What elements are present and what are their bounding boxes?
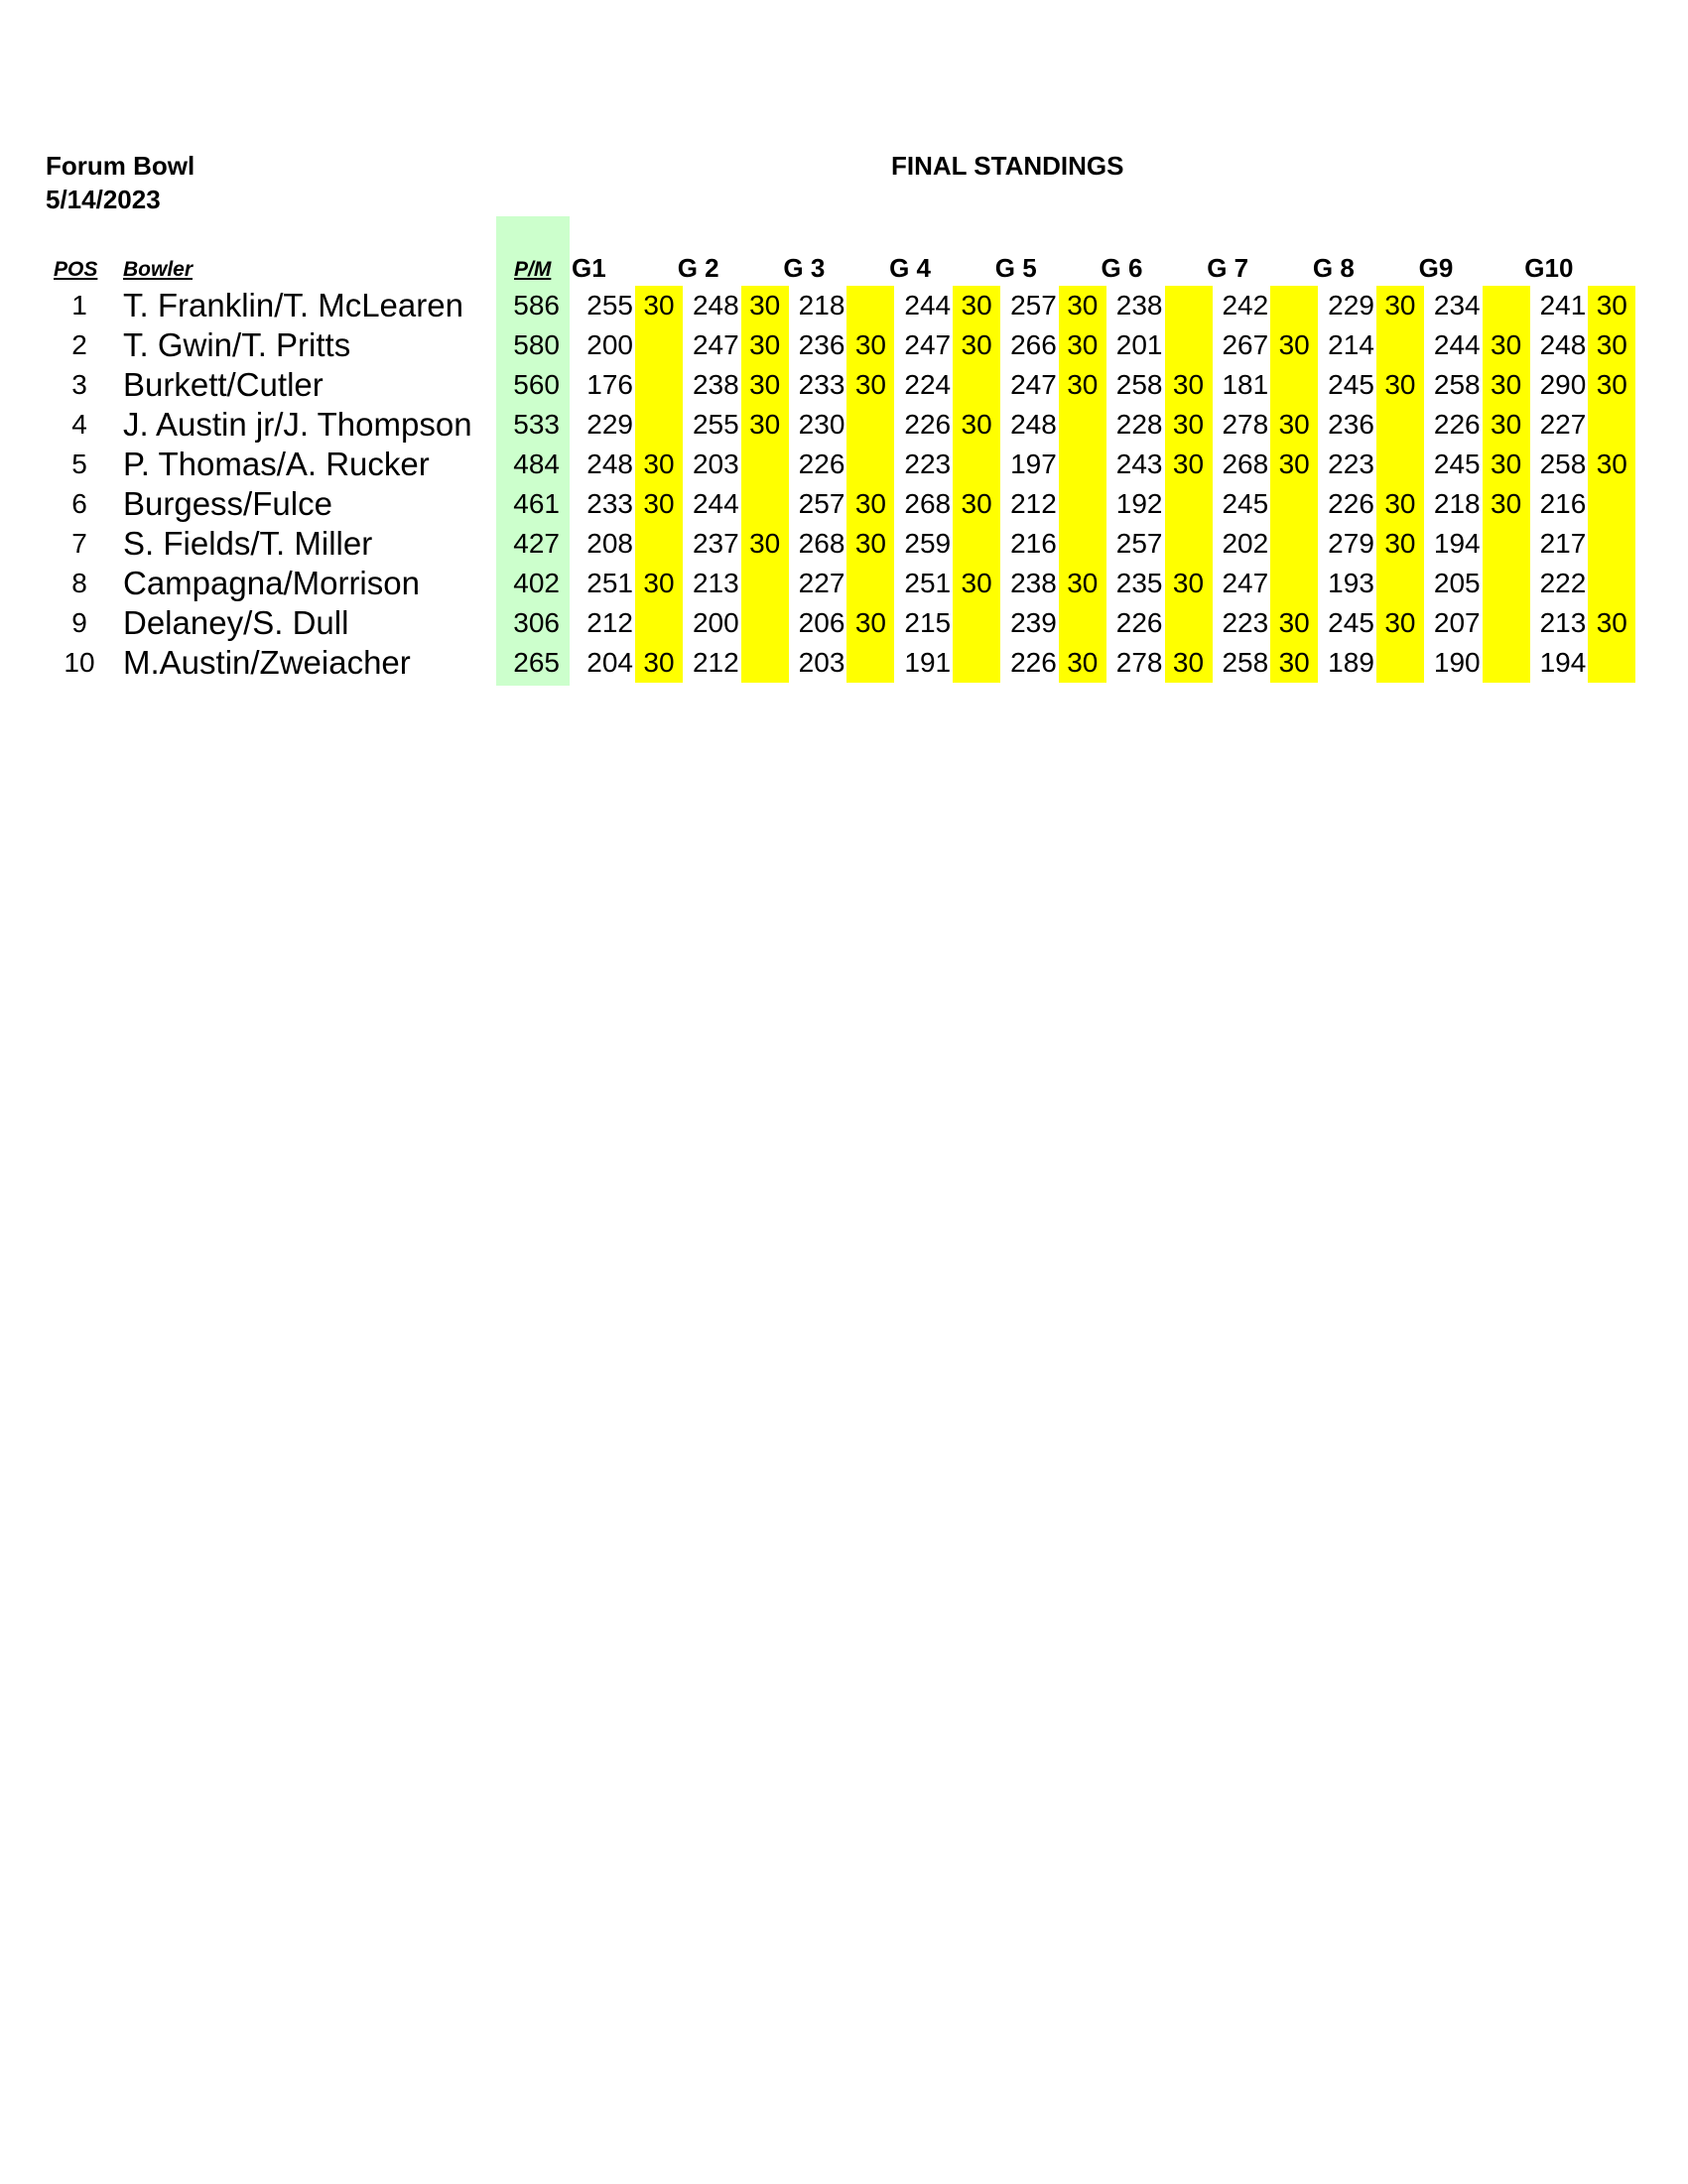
position-cell: 5 [71, 449, 87, 479]
venue-name: Forum Bowl [46, 151, 195, 181]
bonus-cell: 30 [846, 603, 894, 643]
game-score-cell: 194 [1433, 528, 1481, 559]
game-score-cell: 226 [1115, 607, 1163, 638]
bonus-cell: 30 [1483, 405, 1530, 445]
bonus-cell [1588, 643, 1635, 683]
game-score-cell: 223 [1328, 449, 1374, 479]
bonus-cell: 30 [953, 286, 1000, 325]
game-score-cell: 200 [586, 329, 633, 360]
bowler-name-cell: T. Franklin/T. McLearen [123, 287, 463, 323]
position-cell: 4 [71, 409, 87, 440]
game-score-cell: 213 [1539, 607, 1587, 638]
game-score-cell: 251 [904, 568, 952, 598]
bonus-cell: 30 [846, 325, 894, 365]
game-score-cell: 267 [1222, 329, 1269, 360]
bowler-name-cell: Burkett/Cutler [123, 366, 324, 403]
bonus-cell: 30 [1483, 365, 1530, 405]
position-cell: 8 [71, 568, 87, 598]
game-score-cell: 202 [1222, 528, 1269, 559]
bonus-cell: 30 [1270, 643, 1318, 683]
game-score-cell: 193 [1328, 568, 1374, 598]
game-score-cell: 223 [1222, 607, 1269, 638]
table-row [0, 405, 1688, 445]
pm-cell: 580 [513, 329, 560, 360]
bonus-cell: 30 [635, 564, 683, 603]
table-row [0, 286, 1688, 325]
bonus-cell [1588, 564, 1635, 603]
bonus-cell: 30 [1588, 603, 1635, 643]
game-score-cell: 290 [1539, 369, 1587, 400]
bonus-cell: 30 [1270, 445, 1318, 484]
page-title: FINAL STANDINGS [891, 151, 1124, 181]
game-score-cell: 203 [798, 647, 845, 678]
bowler-name-cell: S. Fields/T. Miller [123, 525, 373, 562]
bonus-cell: 30 [1483, 484, 1530, 524]
bonus-cell: 30 [953, 325, 1000, 365]
game-score-cell: 216 [1010, 528, 1057, 559]
pm-cell: 427 [513, 528, 560, 559]
table-row [0, 325, 1688, 365]
game-score-cell: 216 [1539, 488, 1587, 519]
bonus-cell: 30 [635, 643, 683, 683]
game-score-cell: 245 [1222, 488, 1269, 519]
game-score-cell: 243 [1115, 449, 1163, 479]
game-score-cell: 189 [1328, 647, 1374, 678]
game-header-4: G 4 [889, 253, 932, 283]
game-score-cell: 244 [1433, 329, 1481, 360]
bonus-cell: 30 [1059, 325, 1106, 365]
position-cell: 10 [64, 647, 95, 678]
bonus-cell: 30 [1376, 484, 1424, 524]
bonus-cell: 30 [1588, 445, 1635, 484]
game-score-cell: 278 [1115, 647, 1163, 678]
game-header-8: G 8 [1312, 253, 1355, 283]
pm-cell: 533 [513, 409, 560, 440]
bonus-cell: 30 [1270, 603, 1318, 643]
game-score-cell: 235 [1115, 568, 1163, 598]
bonus-cell: 30 [1165, 564, 1213, 603]
game-score-cell: 228 [1115, 409, 1163, 440]
table-row [0, 524, 1688, 564]
game-score-cell: 204 [586, 647, 633, 678]
game-score-cell: 278 [1222, 409, 1269, 440]
game-score-cell: 248 [1010, 409, 1057, 440]
bonus-cell: 30 [741, 405, 789, 445]
game-score-cell: 213 [692, 568, 739, 598]
position-cell: 7 [71, 528, 87, 559]
pos-header: POS [54, 258, 98, 281]
game-score-cell: 244 [904, 290, 952, 321]
game-score-cell: 190 [1433, 647, 1481, 678]
bonus-cell: 30 [846, 524, 894, 564]
bonus-cell: 30 [953, 405, 1000, 445]
bowler-name-cell: Burgess/Fulce [123, 485, 332, 522]
game-score-cell: 226 [798, 449, 845, 479]
bonus-cell: 30 [846, 365, 894, 405]
game-score-cell: 226 [1010, 647, 1057, 678]
bonus-cell: 30 [1059, 365, 1106, 405]
game-score-cell: 212 [1010, 488, 1057, 519]
game-score-cell: 251 [586, 568, 633, 598]
game-score-cell: 233 [798, 369, 845, 400]
bonus-cell: 30 [635, 445, 683, 484]
game-score-cell: 247 [904, 329, 952, 360]
game-score-cell: 206 [798, 607, 845, 638]
game-score-cell: 207 [1433, 607, 1481, 638]
game-score-cell: 176 [586, 369, 633, 400]
game-score-cell: 229 [1328, 290, 1374, 321]
game-header-1: G1 [572, 253, 606, 283]
bonus-cell: 30 [953, 484, 1000, 524]
game-score-cell: 268 [1222, 449, 1269, 479]
game-score-cell: 201 [1115, 329, 1163, 360]
position-cell: 6 [71, 488, 87, 519]
game-score-cell: 257 [798, 488, 845, 519]
pm-cell: 484 [513, 449, 560, 479]
bonus-cell: 30 [846, 484, 894, 524]
game-score-cell: 227 [798, 568, 845, 598]
game-score-cell: 227 [1539, 409, 1587, 440]
game-score-cell: 203 [692, 449, 739, 479]
game-score-cell: 200 [692, 607, 739, 638]
table-row [0, 445, 1688, 484]
bonus-cell: 30 [635, 286, 683, 325]
game-score-cell: 226 [1433, 409, 1481, 440]
game-score-cell: 197 [1010, 449, 1057, 479]
game-score-cell: 217 [1539, 528, 1587, 559]
position-cell: 1 [71, 290, 87, 321]
bonus-cell: 30 [1059, 564, 1106, 603]
game-score-cell: 229 [586, 409, 633, 440]
game-header-5: G 5 [994, 253, 1037, 283]
bonus-cell: 30 [741, 524, 789, 564]
game-score-cell: 258 [1539, 449, 1587, 479]
bowler-name-cell: P. Thomas/A. Rucker [123, 446, 430, 482]
game-score-cell: 205 [1433, 568, 1481, 598]
event-date: 5/14/2023 [46, 185, 161, 214]
bonus-cell: 30 [1165, 405, 1213, 445]
bowler-name-cell: M.Austin/Zweiacher [123, 644, 411, 681]
bonus-cell [1588, 484, 1635, 524]
game-score-cell: 258 [1433, 369, 1481, 400]
game-score-cell: 212 [692, 647, 739, 678]
game-score-cell: 248 [692, 290, 739, 321]
game-score-cell: 257 [1010, 290, 1057, 321]
game-score-cell: 247 [692, 329, 739, 360]
game-score-cell: 218 [1433, 488, 1481, 519]
game-score-cell: 238 [1010, 568, 1057, 598]
game-score-cell: 194 [1539, 647, 1587, 678]
bonus-cell: 30 [1376, 286, 1424, 325]
game-score-cell: 191 [904, 647, 952, 678]
game-score-cell: 279 [1328, 528, 1374, 559]
game-score-cell: 245 [1328, 607, 1374, 638]
bowler-header: Bowler [123, 258, 194, 281]
table-row [0, 564, 1688, 603]
game-score-cell: 258 [1222, 647, 1269, 678]
table-row [0, 484, 1688, 524]
game-score-cell: 239 [1010, 607, 1057, 638]
bowler-name-cell: T. Gwin/T. Pritts [123, 326, 351, 363]
game-score-cell: 244 [692, 488, 739, 519]
bonus-cell: 30 [953, 564, 1000, 603]
table-row [0, 643, 1688, 683]
bonus-cell: 30 [1376, 365, 1424, 405]
game-score-cell: 238 [1115, 290, 1163, 321]
bonus-cell: 30 [1165, 643, 1213, 683]
game-header-7: G 7 [1207, 253, 1249, 283]
game-score-cell: 215 [904, 607, 952, 638]
pm-cell: 265 [513, 647, 560, 678]
bonus-cell: 30 [1376, 524, 1424, 564]
game-header-9: G9 [1418, 253, 1454, 283]
game-score-cell: 192 [1115, 488, 1163, 519]
position-cell: 3 [71, 369, 87, 400]
pm-cell: 461 [513, 488, 560, 519]
bonus-cell: 30 [1270, 405, 1318, 445]
game-score-cell: 247 [1222, 568, 1269, 598]
bonus-cell [1588, 524, 1635, 564]
pm-cell: 306 [513, 607, 560, 638]
game-score-cell: 268 [798, 528, 845, 559]
bonus-cell: 30 [635, 484, 683, 524]
game-score-cell: 237 [692, 528, 739, 559]
game-score-cell: 223 [904, 449, 952, 479]
bowler-name-cell: J. Austin jr/J. Thompson [123, 406, 472, 443]
game-score-cell: 208 [586, 528, 633, 559]
bonus-cell: 30 [1165, 365, 1213, 405]
game-score-cell: 257 [1115, 528, 1163, 559]
game-score-cell: 248 [586, 449, 633, 479]
game-score-cell: 248 [1539, 329, 1587, 360]
game-score-cell: 230 [798, 409, 845, 440]
game-score-cell: 245 [1328, 369, 1374, 400]
bowler-name-cell: Delaney/S. Dull [123, 604, 349, 641]
game-score-cell: 255 [586, 290, 633, 321]
pm-cell: 560 [513, 369, 560, 400]
bonus-cell: 30 [1483, 325, 1530, 365]
game-score-cell: 242 [1222, 290, 1269, 321]
game-score-cell: 233 [586, 488, 633, 519]
bonus-cell: 30 [1483, 445, 1530, 484]
table-row [0, 603, 1688, 643]
game-score-cell: 241 [1539, 290, 1587, 321]
game-score-cell: 266 [1010, 329, 1057, 360]
position-cell: 2 [71, 329, 87, 360]
bowler-name-cell: Campagna/Morrison [123, 565, 420, 601]
game-score-cell: 258 [1115, 369, 1163, 400]
game-score-cell: 212 [586, 607, 633, 638]
game-score-cell: 214 [1328, 329, 1374, 360]
game-score-cell: 181 [1222, 369, 1269, 400]
game-score-cell: 247 [1010, 369, 1057, 400]
game-score-cell: 226 [1328, 488, 1374, 519]
bonus-cell: 30 [1376, 603, 1424, 643]
pm-cell: 586 [513, 290, 560, 321]
game-score-cell: 222 [1539, 568, 1587, 598]
pm-header: P/M [514, 258, 552, 281]
bonus-cell: 30 [1588, 325, 1635, 365]
game-score-cell: 226 [904, 409, 952, 440]
game-header-6: G 6 [1101, 253, 1143, 283]
game-score-cell: 255 [692, 409, 739, 440]
game-score-cell: 268 [904, 488, 952, 519]
game-score-cell: 236 [798, 329, 845, 360]
venue-block [46, 149, 195, 216]
bonus-cell: 30 [1165, 445, 1213, 484]
game-score-cell: 224 [904, 369, 952, 400]
bonus-cell: 30 [741, 325, 789, 365]
pm-cell: 402 [513, 568, 560, 598]
bonus-cell [1588, 405, 1635, 445]
game-header-2: G 2 [677, 253, 719, 283]
game-score-cell: 245 [1433, 449, 1481, 479]
game-score-cell: 238 [692, 369, 739, 400]
game-score-cell: 259 [904, 528, 952, 559]
position-cell: 9 [71, 607, 87, 638]
game-header-3: G 3 [783, 253, 826, 283]
bonus-cell: 30 [741, 365, 789, 405]
bonus-cell: 30 [741, 286, 789, 325]
table-row [0, 365, 1688, 405]
bonus-cell: 30 [1588, 365, 1635, 405]
game-score-cell: 218 [798, 290, 845, 321]
bonus-cell: 30 [1059, 643, 1106, 683]
game-score-cell: 236 [1328, 409, 1374, 440]
bonus-cell: 30 [1588, 286, 1635, 325]
bonus-cell: 30 [1270, 325, 1318, 365]
bonus-cell: 30 [1059, 286, 1106, 325]
game-score-cell: 234 [1433, 290, 1481, 321]
game-header-10: G10 [1524, 253, 1574, 283]
